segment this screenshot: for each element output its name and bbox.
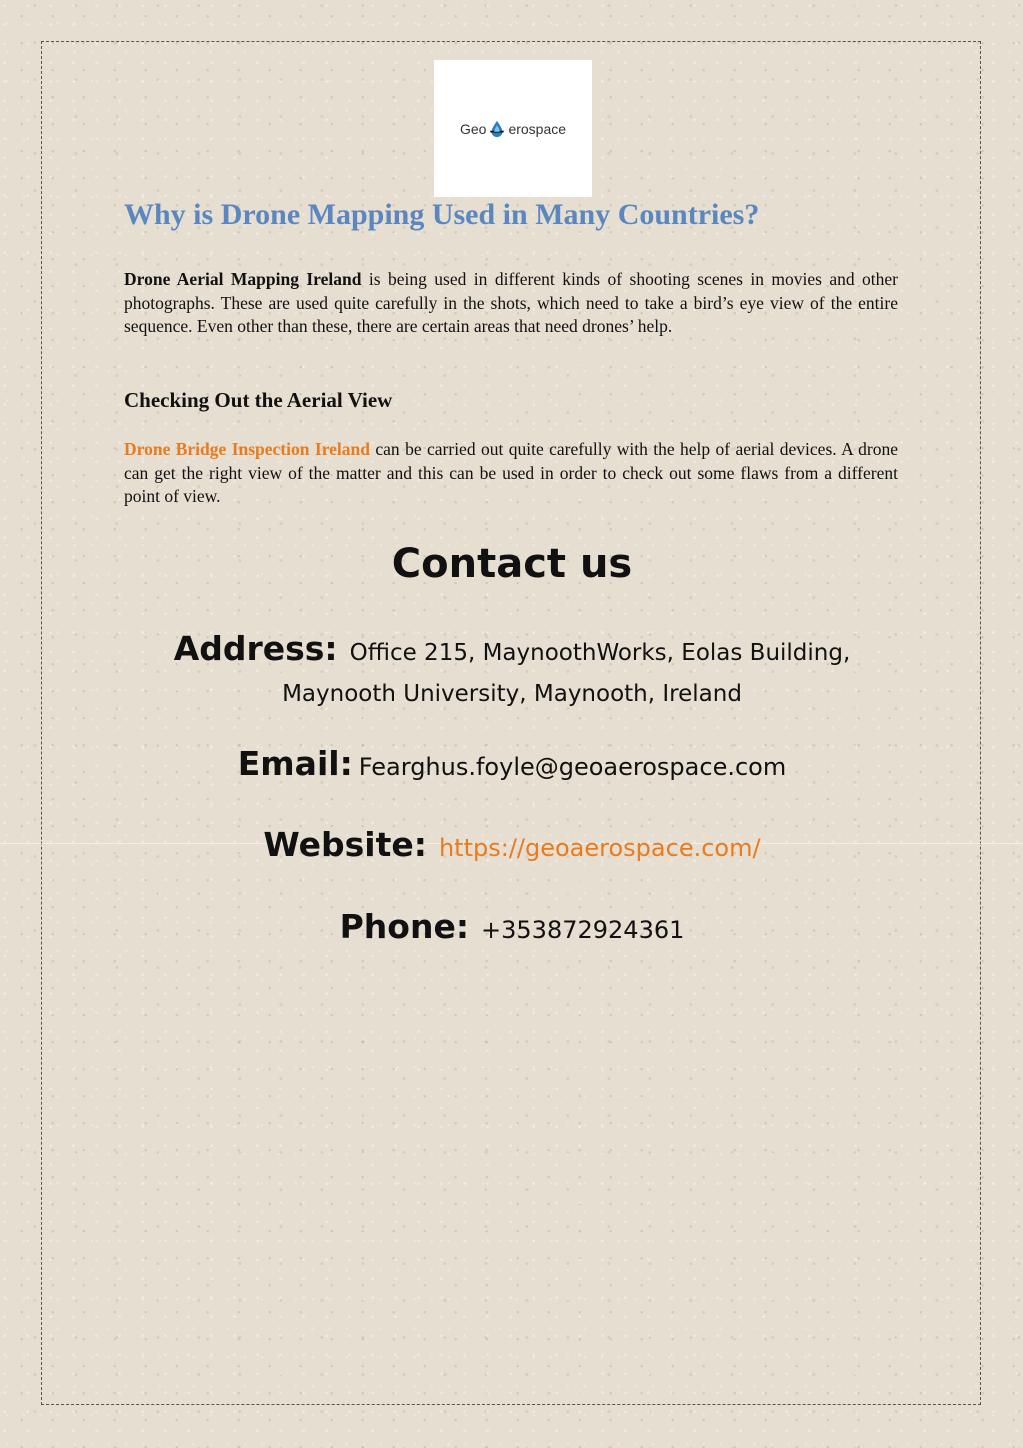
- intro-body-text: is being used in different kinds of shooting scenes in movies and other photographs. These are used quite carefully in the shots, which need to take a bird’s eye view of the entire sequence. Even other than these, there are certain areas that need drones’ help.: [124, 269, 898, 336]
- drop-icon: [488, 120, 506, 138]
- page-border: [41, 41, 981, 1405]
- website-block: [42, 825, 982, 864]
- phone-block: [42, 907, 982, 946]
- phone-label: Phone:: [339, 907, 470, 946]
- website-link[interactable]: https://geoaerospace.com/: [438, 834, 761, 862]
- intro-paragraph: [124, 268, 898, 339]
- intro-lead-text: Drone Aerial Mapping Ireland: [124, 269, 362, 289]
- logo-wordmark: [460, 120, 566, 138]
- phone-value[interactable]: +353872924361: [481, 916, 685, 944]
- inspection-paragraph: [124, 438, 898, 509]
- inspection-body-text: can be carried out quite carefully with the help of aerial devices. A drone can get the right view of the matter and this can be used in order to check out some flaws from a different point of view.: [124, 439, 898, 506]
- address-label: Address:: [173, 629, 338, 668]
- article-title: Why is Drone Mapping Used in Many Countries?: [124, 198, 760, 231]
- logo-text-left: Geo: [459, 120, 487, 137]
- email-block: [42, 744, 982, 783]
- email-value[interactable]: Fearghus.foyle@geoaerospace.com: [358, 753, 787, 781]
- website-label: Website:: [263, 825, 427, 864]
- inspection-lead-link[interactable]: Drone Bridge Inspection Ireland: [124, 439, 370, 459]
- logo-text-right: erospace: [508, 120, 567, 137]
- address-line-2: Maynooth University, Maynooth, Ireland: [282, 681, 742, 707]
- contact-title: Contact us: [391, 541, 633, 587]
- email-label: Email:: [237, 744, 353, 783]
- company-logo: [434, 60, 592, 197]
- address-line-1: Office 215, MaynoothWorks, Eolas Building,: [349, 640, 851, 666]
- address-block: [42, 628, 982, 715]
- section-heading: Checking Out the Aerial View: [124, 388, 393, 412]
